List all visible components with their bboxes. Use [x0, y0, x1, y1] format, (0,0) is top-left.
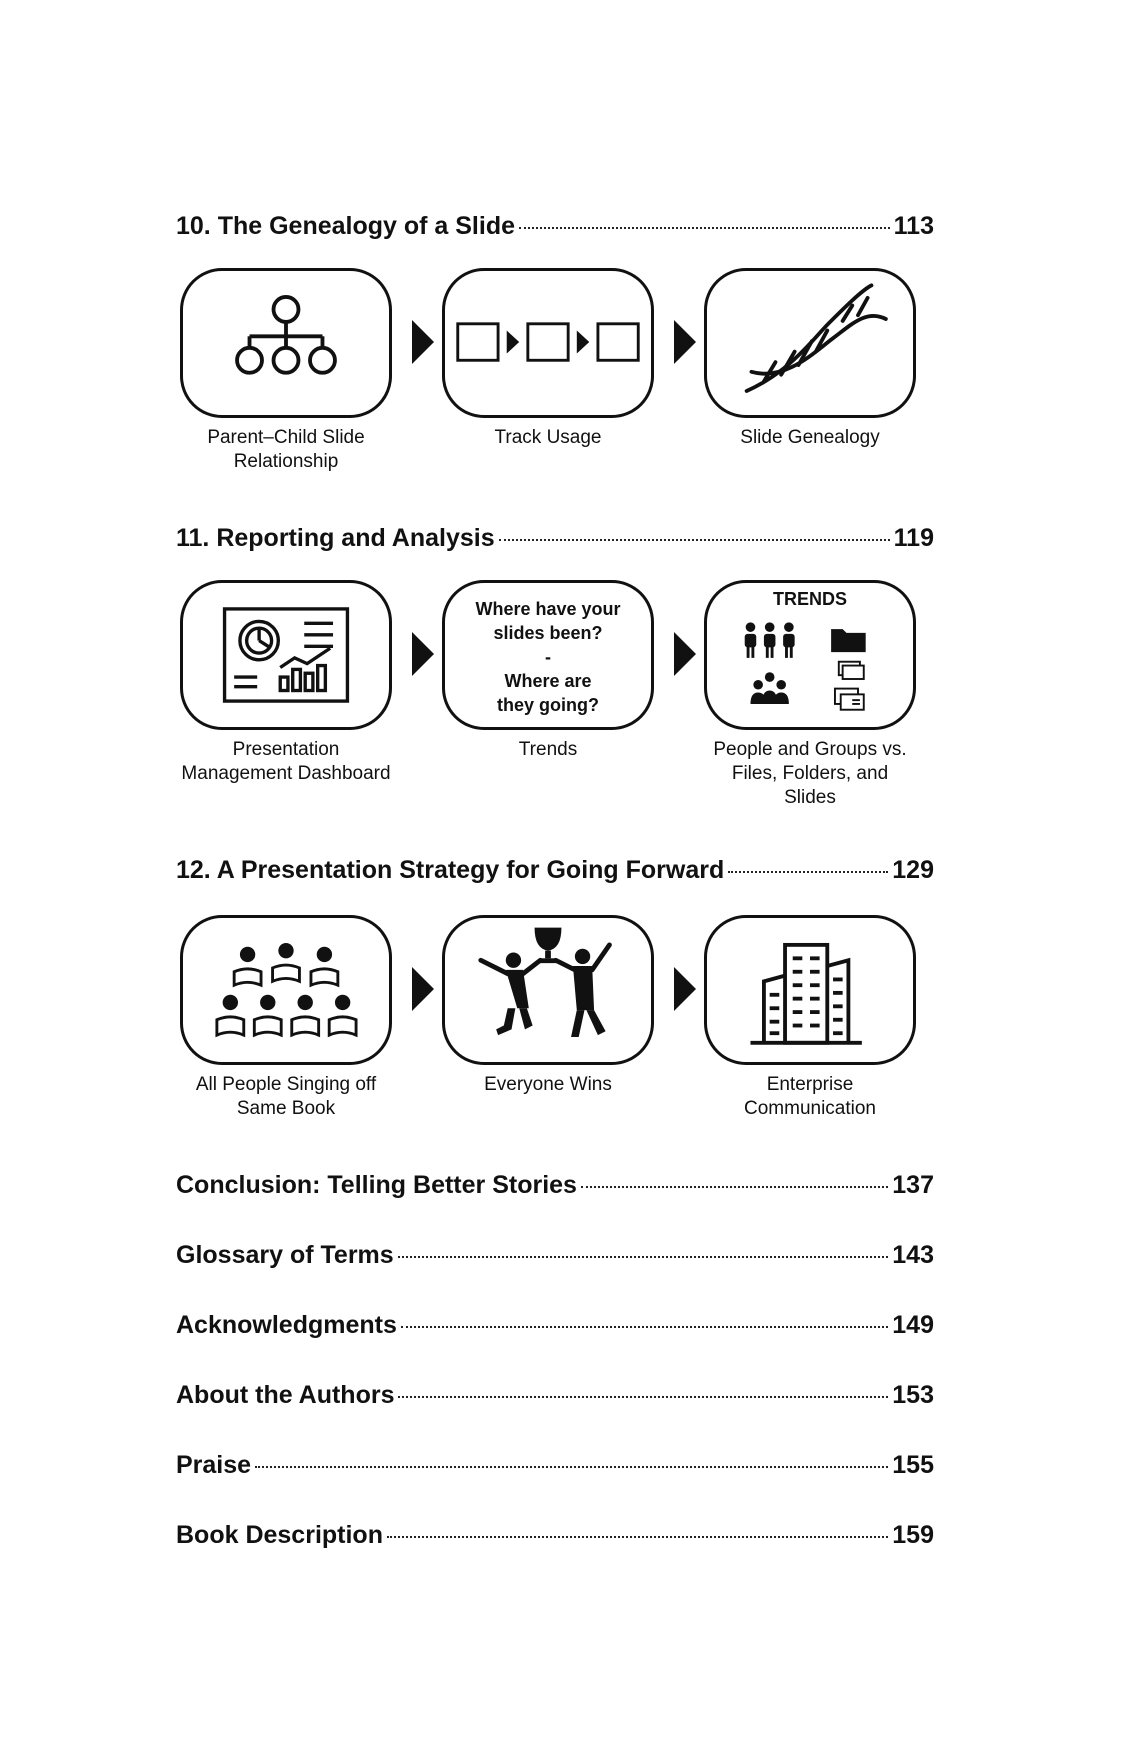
toc-entry-praise[interactable]	[176, 1451, 934, 1491]
toc-entry-conclusion[interactable]	[176, 1171, 934, 1211]
toc-title: Book Description	[176, 1521, 383, 1549]
leader-dots	[728, 871, 888, 873]
group-icon	[750, 672, 788, 704]
leader-dots	[398, 1256, 889, 1258]
toc-title: Acknowledgments	[176, 1311, 397, 1339]
diagram-caption: Track Usage	[494, 427, 602, 448]
toc-page-number: 153	[892, 1381, 934, 1409]
diagram-caption: People and Groups vs. Files, Folders, and Slides	[713, 739, 907, 808]
toc-page-number: 155	[892, 1451, 934, 1479]
trends-icons	[707, 583, 913, 727]
arrow-right-icon	[674, 967, 696, 1011]
diagram-caption: Parent–Child Slide Relationship	[207, 427, 365, 472]
folder-icon	[831, 629, 866, 652]
diagram-caption: All People Singing off Same Book	[195, 1074, 377, 1119]
toc-entry-description[interactable]	[176, 1521, 934, 1561]
question-text: Where have your slides been? - Where are they going?	[475, 599, 621, 715]
chapter-10-diagram	[180, 268, 940, 508]
toc-title: Praise	[176, 1451, 252, 1479]
arrow-right-icon	[674, 320, 696, 364]
slides-icon	[835, 689, 864, 710]
toc-title: 12. A Presentation Strategy for Going Forward	[176, 856, 725, 884]
diagram-card	[704, 580, 916, 730]
people-icon	[745, 622, 795, 658]
dashboard-icon	[183, 583, 389, 727]
leader-dots	[398, 1396, 888, 1398]
files-icon	[839, 662, 864, 679]
diagram-caption: Presentation Management Dashboard	[181, 739, 391, 784]
leader-dots	[401, 1326, 888, 1328]
toc-entry-ch12[interactable]	[176, 856, 934, 896]
toc-title: About the Authors	[176, 1381, 395, 1409]
leader-dots	[581, 1186, 888, 1188]
toc-entry-glossary[interactable]	[176, 1241, 934, 1281]
diagram-caption: Enterprise Communication	[744, 1074, 876, 1119]
diagram-caption: Trends	[518, 739, 578, 760]
diagram-card	[442, 580, 654, 730]
diagram-card	[442, 268, 654, 418]
diagram-caption: Slide Genealogy	[740, 427, 880, 448]
celebration-icon	[445, 918, 651, 1062]
leader-dots	[519, 227, 890, 229]
leader-dots	[255, 1466, 888, 1468]
diagram-card	[704, 915, 916, 1065]
diagram-card	[180, 915, 392, 1065]
toc-entry-authors[interactable]	[176, 1381, 934, 1421]
toc-page-number: 129	[892, 856, 934, 884]
arrow-right-icon	[674, 632, 696, 676]
toc-entry-acknowledgments[interactable]	[176, 1311, 934, 1351]
toc-entry-ch11[interactable]	[176, 524, 934, 564]
leader-dots	[499, 539, 890, 541]
buildings-icon	[707, 918, 913, 1062]
diagram-card	[442, 915, 654, 1065]
toc-title: 11. Reporting and Analysis	[176, 524, 495, 552]
toc-title: Glossary of Terms	[176, 1241, 394, 1269]
leader-dots	[387, 1536, 888, 1538]
toc-page-number: 159	[892, 1521, 934, 1549]
diagram-card	[180, 268, 392, 418]
toc-title: Conclusion: Telling Better Stories	[176, 1171, 577, 1199]
arrow-right-icon	[412, 632, 434, 676]
chapter-11-diagram	[180, 580, 940, 820]
arrow-right-icon	[412, 320, 434, 364]
process-flow-icon	[445, 271, 651, 415]
trends-title: TRENDS	[772, 589, 847, 609]
diagram-card	[704, 268, 916, 418]
toc-page-number: 149	[892, 1311, 934, 1339]
dna-icon	[707, 271, 913, 415]
arrow-right-icon	[412, 967, 434, 1011]
toc-title: 10. The Genealogy of a Slide	[176, 212, 515, 240]
toc-page-number: 119	[893, 524, 934, 552]
diagram-caption: Everyone Wins	[484, 1074, 612, 1095]
toc-page-number: 113	[893, 212, 934, 240]
toc-page-number: 143	[892, 1241, 934, 1269]
chapter-12-diagram	[180, 915, 940, 1155]
toc-entry-ch10[interactable]	[176, 212, 934, 252]
choir-icon	[183, 918, 389, 1062]
diagram-card	[180, 580, 392, 730]
toc-page-number: 137	[892, 1171, 934, 1199]
hierarchy-icon	[183, 271, 389, 415]
